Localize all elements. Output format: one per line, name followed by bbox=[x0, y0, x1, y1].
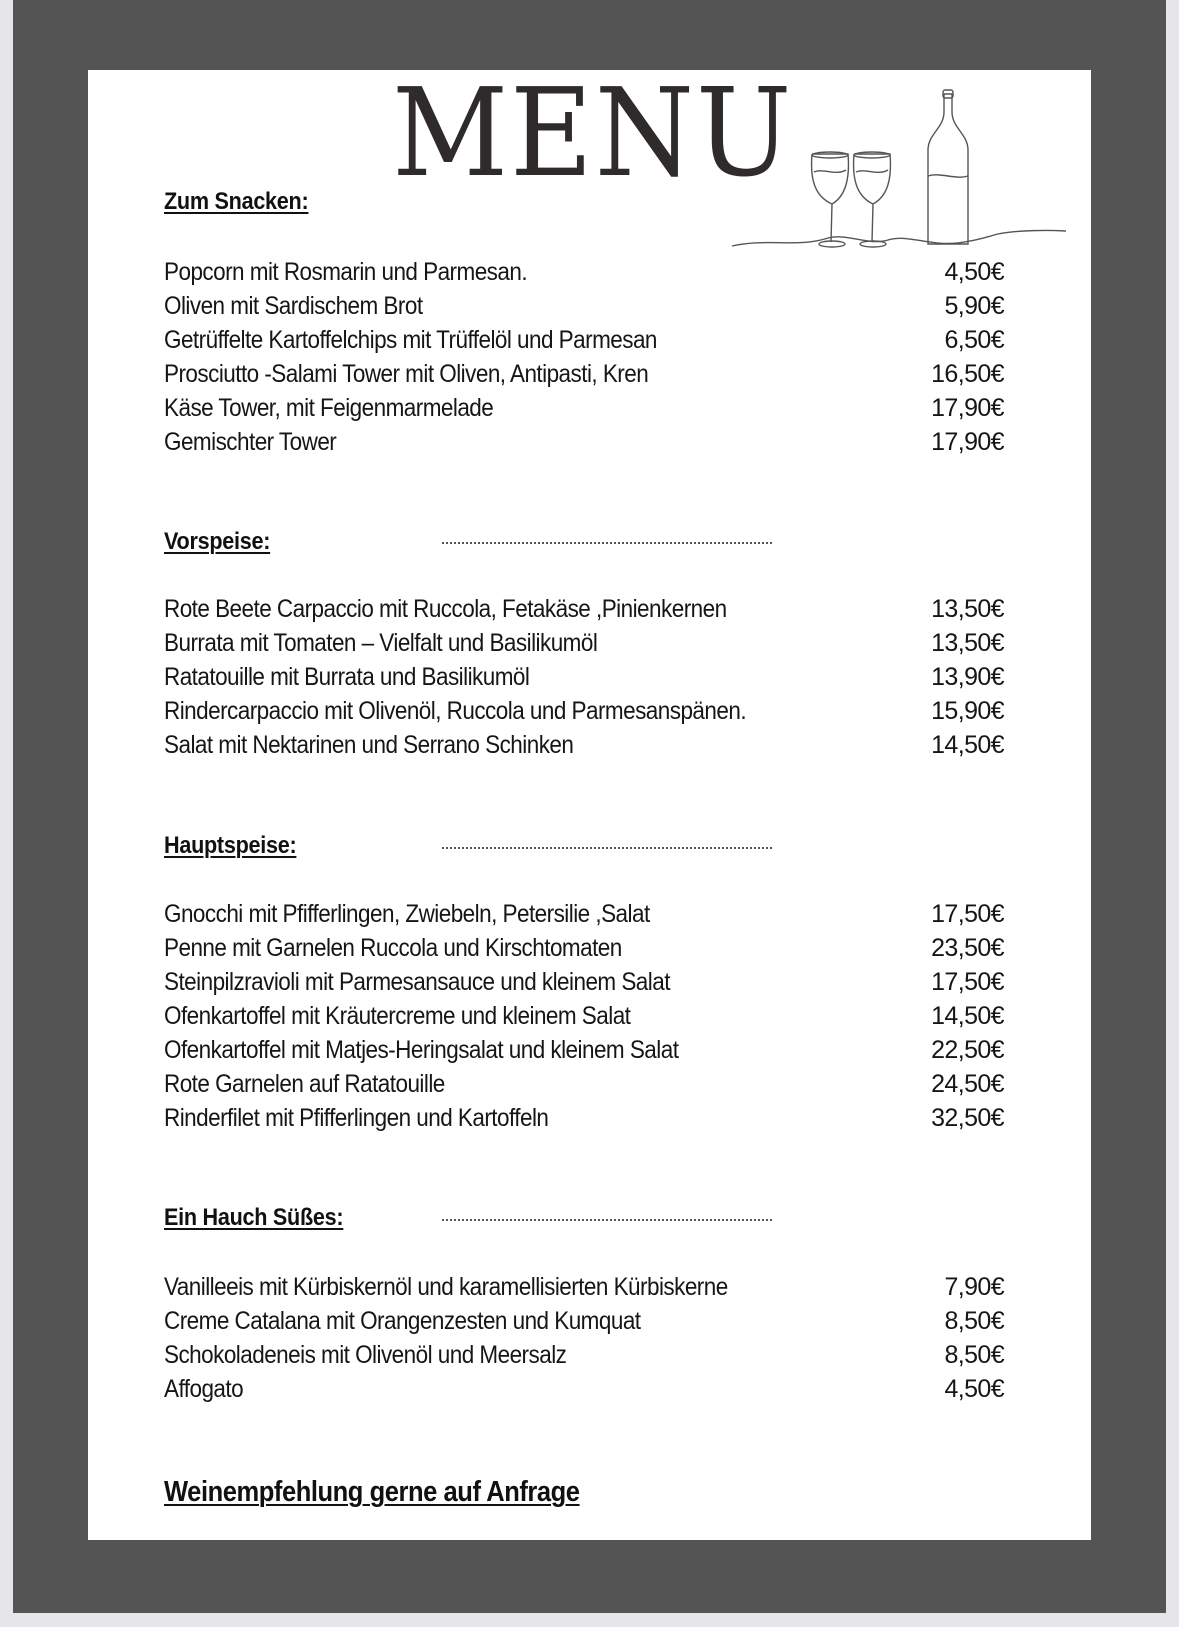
menu-item bbox=[164, 1101, 1004, 1135]
item-price: 4,50€ bbox=[944, 258, 1004, 286]
dotted-divider bbox=[442, 542, 772, 544]
item-name: Affogato bbox=[164, 1375, 244, 1403]
item-price: 8,50€ bbox=[944, 1341, 1004, 1369]
section-title: Hauptspeise: bbox=[164, 832, 297, 859]
item-name: Rindercarpaccio mit Olivenöl, Ruccola und Parmesanspänen. bbox=[164, 697, 747, 725]
menu-item bbox=[164, 999, 1004, 1033]
item-price: 13,90€ bbox=[931, 663, 1004, 691]
menu-item bbox=[164, 694, 1004, 728]
item-price: 17,90€ bbox=[931, 394, 1004, 422]
menu-item bbox=[164, 931, 1004, 965]
menu-item bbox=[164, 1338, 1004, 1372]
menu-item bbox=[164, 357, 1004, 391]
menu-item bbox=[164, 255, 1004, 289]
item-name: Prosciutto -Salami Tower mit Oliven, Antipasti, Kren bbox=[164, 360, 649, 388]
item-name: Vanilleeis mit Kürbiskernöl und karamellisierten Kürbiskerne bbox=[164, 1273, 728, 1301]
item-name: Penne mit Garnelen Ruccola und Kirschtomaten bbox=[164, 934, 622, 962]
menu-item bbox=[164, 391, 1004, 425]
dotted-divider bbox=[442, 1219, 772, 1221]
item-price: 17,50€ bbox=[931, 968, 1004, 996]
menu-item bbox=[164, 1270, 1004, 1304]
item-price: 14,50€ bbox=[931, 731, 1004, 759]
wine-recommendation-note: Weinempfehlung gerne auf Anfrage bbox=[164, 1476, 580, 1508]
item-name: Ofenkartoffel mit Kräutercreme und kleinem Salat bbox=[164, 1002, 631, 1030]
item-name: Rinderfilet mit Pfifferlingen und Kartoffeln bbox=[164, 1104, 549, 1132]
section-title: Ein Hauch Süßes: bbox=[164, 1204, 344, 1231]
menu-item bbox=[164, 1033, 1004, 1067]
item-name: Getrüffelte Kartoffelchips mit Trüffelöl und Parmesan bbox=[164, 326, 657, 354]
section-title: Vorspeise: bbox=[164, 528, 271, 555]
item-price: 17,50€ bbox=[931, 900, 1004, 928]
menu-title: MENU bbox=[392, 62, 794, 204]
item-name: Gnocchi mit Pfifferlingen, Zwiebeln, Petersilie ,Salat bbox=[164, 900, 650, 928]
item-price: 24,50€ bbox=[931, 1070, 1004, 1098]
item-price: 7,90€ bbox=[944, 1273, 1004, 1301]
section-title: Zum Snacken: bbox=[164, 188, 309, 215]
item-name: Oliven mit Sardischem Brot bbox=[164, 292, 423, 320]
item-price: 14,50€ bbox=[931, 1002, 1004, 1030]
menu-item bbox=[164, 1372, 1004, 1406]
wine-bottle-glasses-icon bbox=[728, 88, 1068, 263]
menu-item bbox=[164, 660, 1004, 694]
menu-item bbox=[164, 965, 1004, 999]
menu-item bbox=[164, 425, 1004, 459]
item-list bbox=[164, 1270, 1004, 1406]
item-list bbox=[164, 592, 1004, 762]
menu-item bbox=[164, 592, 1004, 626]
menu-item bbox=[164, 897, 1004, 931]
item-name: Salat mit Nektarinen und Serrano Schinken bbox=[164, 731, 574, 759]
item-price: 16,50€ bbox=[931, 360, 1004, 388]
dotted-divider bbox=[442, 847, 772, 849]
menu-item bbox=[164, 626, 1004, 660]
item-name: Popcorn mit Rosmarin und Parmesan. bbox=[164, 258, 528, 286]
item-price: 13,50€ bbox=[931, 595, 1004, 623]
item-price: 15,90€ bbox=[931, 697, 1004, 725]
item-price: 32,50€ bbox=[931, 1104, 1004, 1132]
item-name: Burrata mit Tomaten – Vielfalt und Basilikumöl bbox=[164, 629, 598, 657]
menu-item bbox=[164, 1304, 1004, 1338]
item-price: 13,50€ bbox=[931, 629, 1004, 657]
item-name: Ratatouille mit Burrata und Basilikumöl bbox=[164, 663, 530, 691]
item-price: 4,50€ bbox=[944, 1375, 1004, 1403]
item-price: 6,50€ bbox=[944, 326, 1004, 354]
item-list bbox=[164, 255, 1004, 459]
menu-item bbox=[164, 728, 1004, 762]
item-name: Creme Catalana mit Orangenzesten und Kumquat bbox=[164, 1307, 641, 1335]
menu-item bbox=[164, 289, 1004, 323]
item-price: 8,50€ bbox=[944, 1307, 1004, 1335]
item-price: 17,90€ bbox=[931, 428, 1004, 456]
item-price: 23,50€ bbox=[931, 934, 1004, 962]
item-name: Rote Garnelen auf Ratatouille bbox=[164, 1070, 445, 1098]
item-name: Gemischter Tower bbox=[164, 428, 337, 456]
item-name: Käse Tower, mit Feigenmarmelade bbox=[164, 394, 494, 422]
item-name: Ofenkartoffel mit Matjes-Heringsalat und kleinem Salat bbox=[164, 1036, 679, 1064]
menu-item bbox=[164, 323, 1004, 357]
item-name: Schokoladeneis mit Olivenöl und Meersalz bbox=[164, 1341, 567, 1369]
item-price: 22,50€ bbox=[931, 1036, 1004, 1064]
item-price: 5,90€ bbox=[944, 292, 1004, 320]
menu-item bbox=[164, 1067, 1004, 1101]
item-list bbox=[164, 897, 1004, 1135]
item-name: Steinpilzravioli mit Parmesansauce und kleinem Salat bbox=[164, 968, 670, 996]
item-name: Rote Beete Carpaccio mit Ruccola, Fetakäse ,Pinienkernen bbox=[164, 595, 727, 623]
